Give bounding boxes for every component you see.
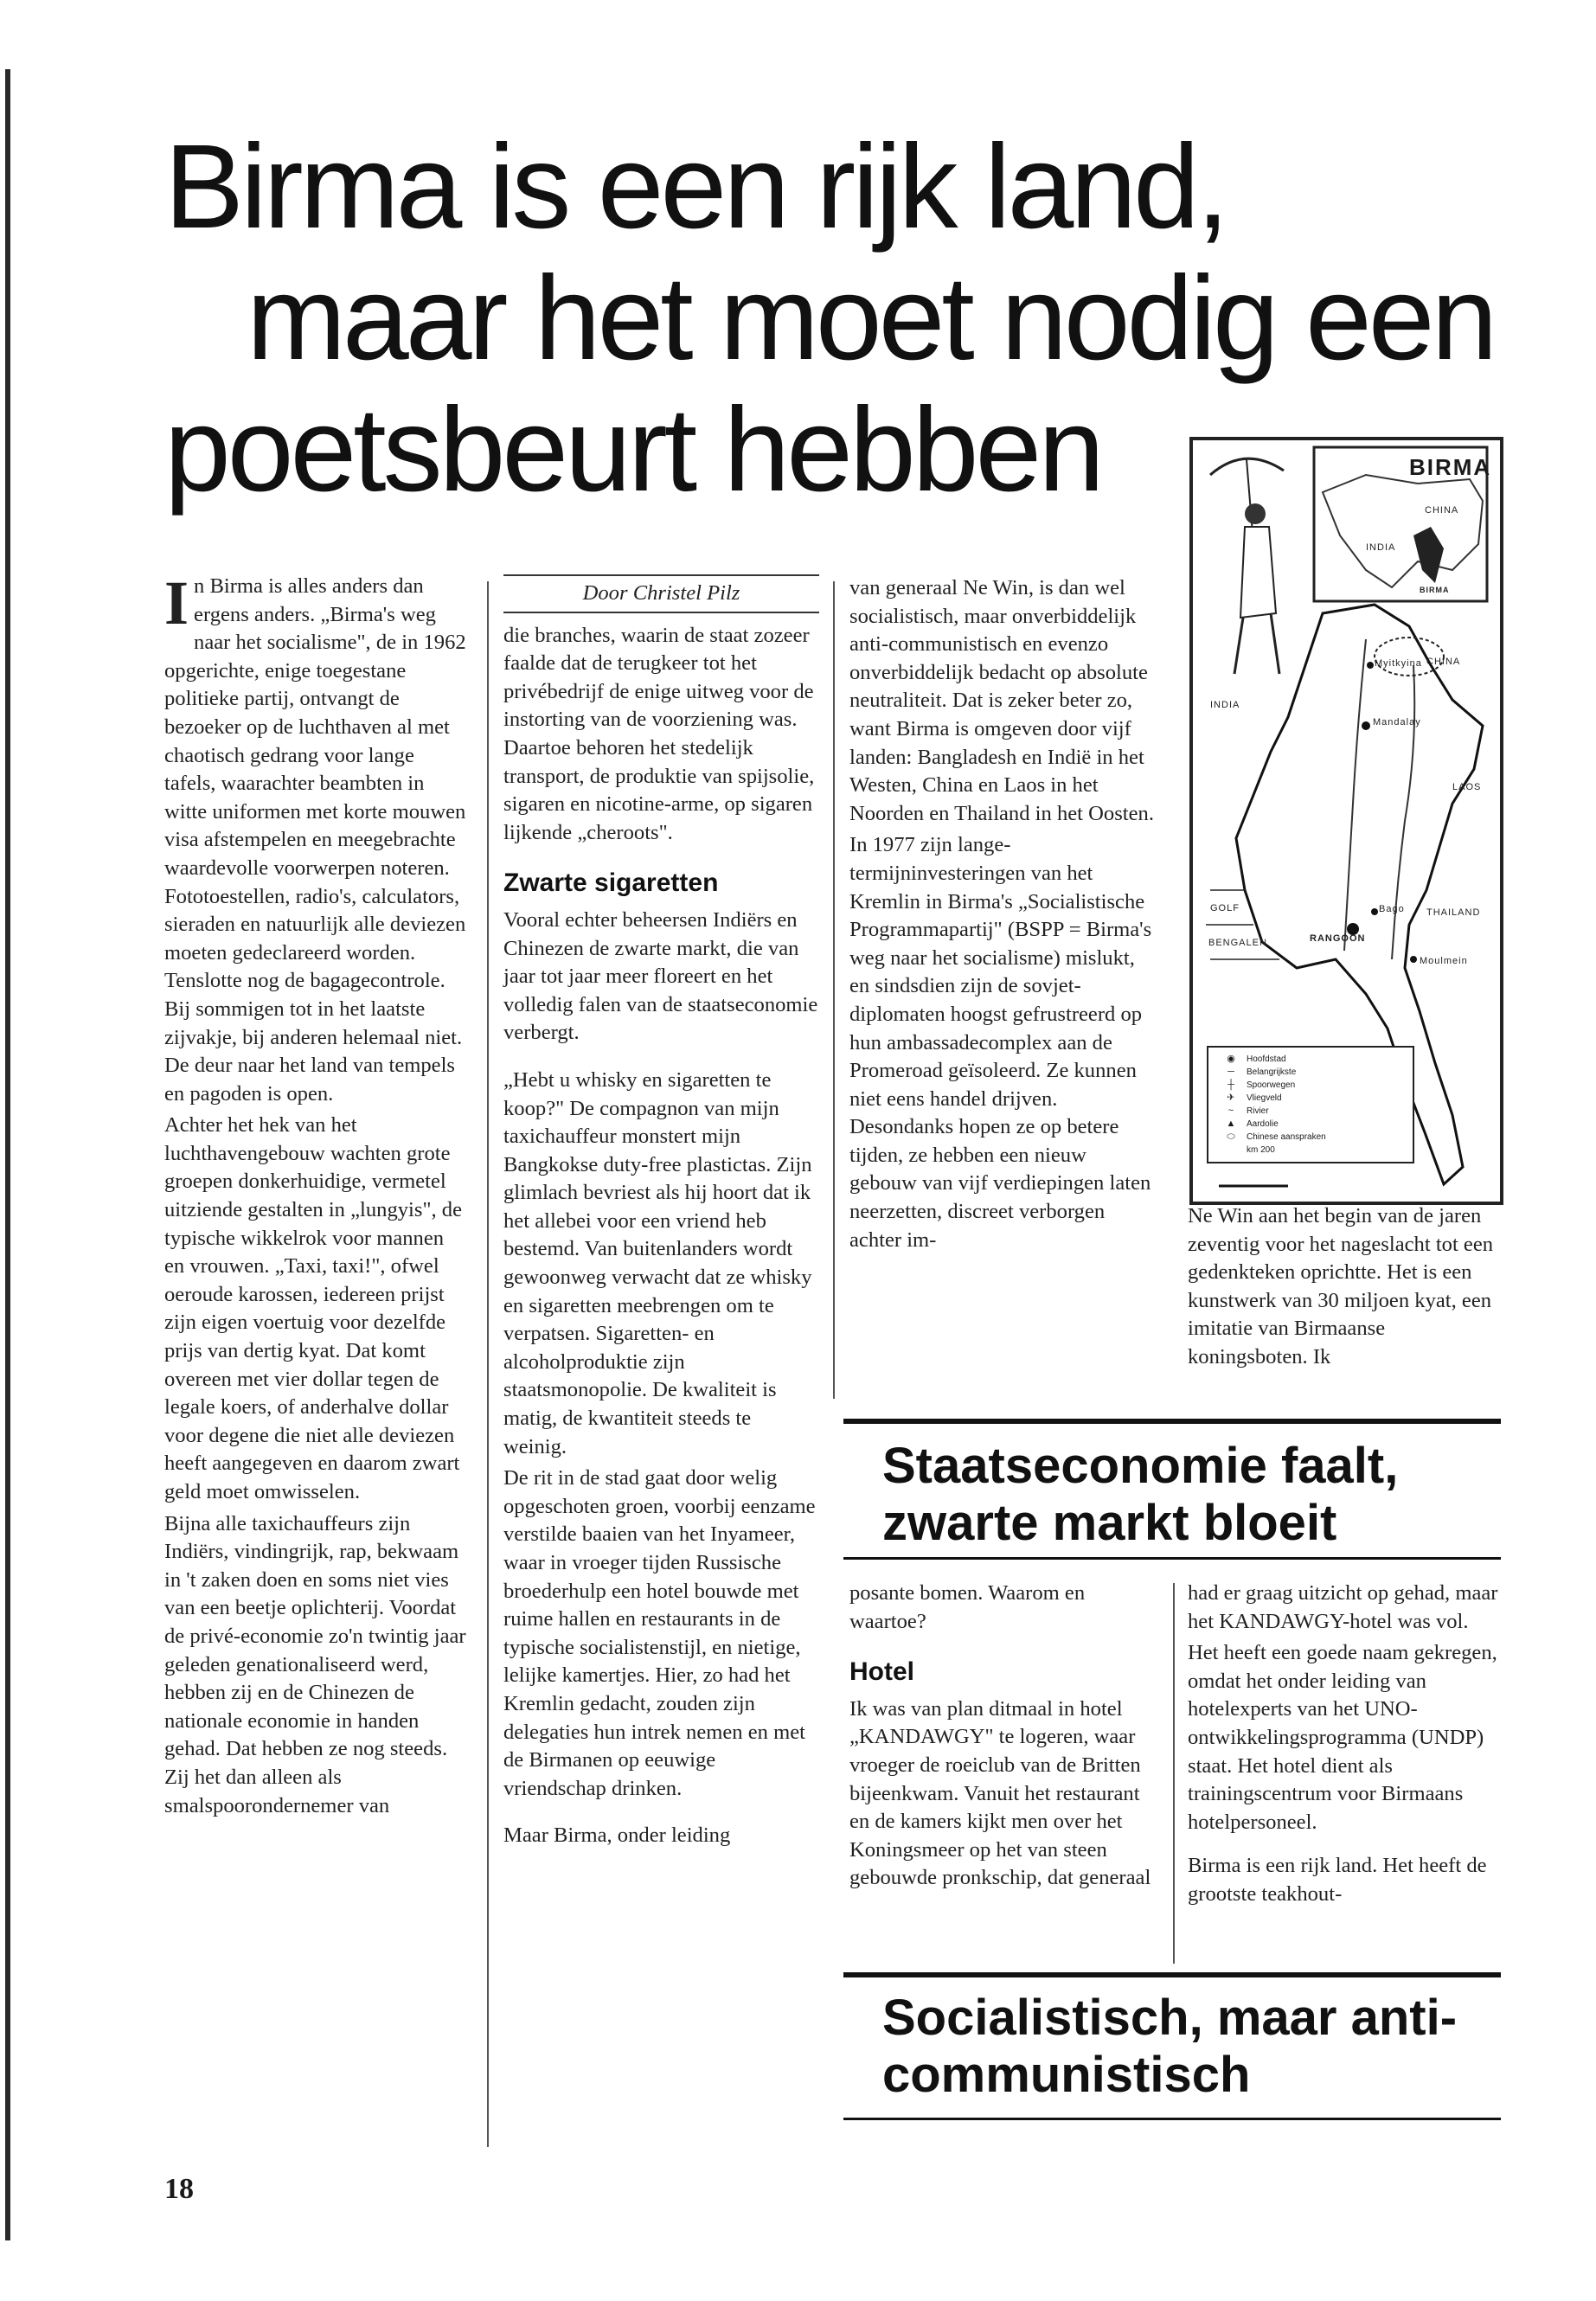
legend-label: Spoorwegen — [1247, 1080, 1296, 1090]
page-number: 18 — [164, 2173, 194, 2205]
legend-label: Belangrijkste — [1247, 1067, 1297, 1077]
article-column-3 — [849, 574, 1157, 1254]
paragraph: Maar Birma, onder leiding — [503, 1823, 731, 1848]
map-scale-label: km 200 — [1247, 1145, 1275, 1155]
map-label-rangoon: RANGOON — [1310, 933, 1366, 944]
paragraph: van generaal Ne Win, is dan wel socialistisch, maar onverbiddelijk anti-communistisch en evenzo onverbiddelijk bedacht op absolute neutraliteit. Dat is zeker beter zo, want Birma is omgeven door vijf landen: Bangladesh en Indië in het Westen, China en Laos in het Noorden en Thailand in het Oosten. — [849, 576, 1154, 825]
paragraph: Het heeft een goede naam gekregen, omdat het onder leiding van hotelexperts van het UNO-ontwikkelingsprogramma (UNDP) staat. Het hotel dient als trainingscentrum voor Birmaans hotelpersoneel. — [1188, 1641, 1497, 1834]
map-label-india: INDIA — [1366, 542, 1396, 553]
article-column-2 — [503, 574, 819, 1850]
legend-row — [1215, 1105, 1406, 1118]
headline-line-2: maar het moet nodig een — [247, 252, 1495, 385]
map-label-china: CHINA — [1425, 505, 1459, 516]
map-label-laos: LAOS — [1452, 782, 1482, 792]
subheading: Hotel — [849, 1657, 914, 1687]
pull-quote-rule — [843, 1419, 1501, 1424]
legend-row — [1215, 1131, 1406, 1144]
map-city-mandalay — [1362, 721, 1370, 730]
headline-line-3: poetsbeurt hebben — [164, 383, 1101, 516]
map-figure-head — [1245, 503, 1266, 524]
legend-symbol: ~ — [1227, 1106, 1234, 1116]
legend-symbol: ◉ — [1227, 1054, 1235, 1064]
paragraph: n Birma is alles anders dan ergens anders. „Birma's weg naar het socialisme", de in 1962 opgerichte, enige toegestane politieke partij, ontvangt de bezoeker op de luchthaven al met chaotisch gedrang voor lange tafels, waarachter beambten in witte uniformen met korte mouwen visa afstempelen en meegebrachte waardevolle voorwerpen noteren. Fototoestellen, radio's, calculators, sieraden en natuurlijk alle deviezen moeten gedeclareerd worden. Tenslotte nog de bagagecontrole. Bij sommigen tot in het laatste zijvakje, bij anderen helemaal niet. De deur naar het land van tempels en pagoden is open. — [164, 574, 466, 1106]
paragraph: Birma is een rijk land. Het heeft de grootste teakhout- — [1188, 1854, 1487, 1906]
paragraph: die branches, waarin de staat zozeer faalde dat de terugkeer tot het privébedrijf de enige uitweg voor de instorting van de voorziening was. Daartoe behoren het stedelijk transport, de produktie van spijsolie, sigaren en nicotine-arme, op sigaren lijkende „cheroots". — [503, 623, 815, 844]
map-label-myitkyina: Myitkyina — [1375, 658, 1422, 669]
paragraph: „Hebt u whisky en sigaretten te koop?" De compagnon van mijn taxichauffeur monstert mijn Bangkokse duty-free plastictas. Zijn glimlach bevriest als hij hoort dat ik het allebei voor een vriend heb bestemd. Van buitenlanders wordt gewoonweg verwacht dat ze whisky en sigaretten meebrengen om te verpatsen. Sigaretten- en alcoholproduktie zijn staatsmonopolie. De kwaliteit is matig, de kwantiteit steeds te weinig. — [503, 1067, 812, 1458]
byline: Door Christel Pilz — [503, 574, 819, 613]
pull-quote-1: Staatseconomie faalt, zwarte markt bloeit — [882, 1438, 1399, 1551]
paragraph: posante bomen. Waarom en waartoe? — [849, 1581, 1086, 1633]
column-rule — [487, 581, 489, 2147]
map-label-china-2: CHINA — [1426, 657, 1461, 667]
map-label-mandalay: Mandalay — [1373, 717, 1421, 727]
map-city-bago — [1371, 908, 1378, 915]
legend-row — [1215, 1066, 1406, 1079]
legend-row — [1215, 1092, 1406, 1105]
article-column-4 — [1188, 1202, 1499, 1372]
map-label-birma-box: BIRMA — [1420, 586, 1450, 594]
legend-symbol: ✈ — [1227, 1093, 1235, 1103]
map-figure-legs — [1234, 613, 1279, 674]
column-rule — [833, 581, 835, 1399]
paragraph: In 1977 zijn lange-termijninvesteringen van het Kremlin in Birma's „Socialistische Programmapartij" (BSPP = Birma's weg naar het socialisme) mislukt, en sindsdien zijn de sovjet-diplomaten hoogst gefrustreerd op hun ambassadecomplex aan de Promeroad geïsoleerd. Ze kunnen niet eens handel drijven. Desondanks hopen ze op betere tijden, ze hebben een nieuw gebouw van vijf verdiepingen laten neerzetten, discreet verborgen achter im- — [849, 833, 1152, 1252]
paragraph: Bijna alle taxichauffeurs zijn Indiërs, vindingrijk, rap, bekwaam in 't zaken doen en soms niet vies van een beetje oplichterij. Voordat de privé-economie zo'n twintig jaar geleden genationaliseerd werd, hebben zij en de Chinezen de nationale economie in handen gehad. Dat hebben ze nog steeds. Zij het dan alleen als smalspoorondernemer van — [164, 1511, 466, 1817]
map-city-moulmein — [1410, 956, 1417, 963]
map-figure-body — [1240, 527, 1276, 618]
legend-symbol: ─ — [1227, 1067, 1234, 1077]
legend-label: Chinese aanspraken — [1247, 1132, 1326, 1142]
map-title: BIRMA — [1409, 454, 1492, 480]
article-column-5 — [849, 1580, 1157, 1893]
map-legend — [1207, 1046, 1414, 1163]
subheading: Zwarte sigaretten — [503, 868, 719, 898]
paragraph: De rit in de stad gaat door welig opgeschoten groen, voorbij eenzame verstilde baaien van het Inyameer, waar in vroeger tijden Russische broederhulp een hotel bouwde met ruime hallen en restaurants in de typische socialistenstijl, en nietige, lelijke kamertjes. Hier, zo had het Kremlin gedacht, zouden zijn delegaties hun intrek nemen en met de Birmanen op eeuwige vriendschap drinken. — [503, 1466, 816, 1800]
column-rule — [1173, 1583, 1175, 1964]
map-label-bago: Bago — [1379, 904, 1405, 914]
legend-row — [1215, 1118, 1406, 1131]
legend-row — [1215, 1144, 1406, 1157]
map-city-myitkyina — [1367, 662, 1374, 669]
map-label-moulmein: Moulmein — [1420, 956, 1468, 966]
legend-symbol: ┼ — [1227, 1080, 1234, 1090]
legend-row — [1215, 1079, 1406, 1092]
paragraph: Vooral echter beheersen Indiërs en Chinezen de zwarte markt, die van jaar tot jaar meer floreert en het volledig falen van de staatseconomie verbergt. — [503, 907, 818, 1045]
article-column-1 — [164, 568, 467, 1820]
article-column-6 — [1188, 1580, 1499, 1909]
map-label-golf: GOLF — [1210, 903, 1240, 913]
legend-label: Aardolie — [1247, 1119, 1279, 1129]
legend-row — [1215, 1053, 1406, 1066]
paragraph: Ik was van plan ditmaal in hotel „KANDAWGY" te logeren, waar vroeger de roeiclub van de Britten bijeenkwam. Vanuit het restaurant en de kamers kijkt men over het Koningsmeer op het van steen gebouwde pronkschip, dat generaal — [849, 1696, 1151, 1890]
map-label-thailand: THAILAND — [1426, 907, 1481, 918]
legend-symbol: ▲ — [1226, 1118, 1236, 1129]
pull-quote-rule — [843, 1557, 1501, 1560]
paragraph: Achter het hek van het luchthavengebouw wachten grote groepen donkerhuidige, vermetel uitziende gestalten in „lungyis", de typische wikkelrok voor mannen en vrouwen. „Taxi, taxi!", ofwel oeroude karossen, iedereen prijst zijn eigen voertuig voor dezelfde prijs van dertig kyat. Dat komt overeen met vier dollar tegen de legale koers, of anderhalve dollar voor degene die niet alle deviezen heeft aangegeven en daarom zwart geld moet omwisselen. — [164, 1113, 463, 1503]
birma-map — [1189, 437, 1503, 1205]
page-edge — [5, 69, 10, 2240]
headline-line-1: Birma is een rijk land, — [164, 120, 1227, 253]
pull-quote-2: Socialistisch, maar anti-communistisch — [882, 1990, 1458, 2103]
paragraph: had er graag uitzicht op gehad, maar het KANDAWGY-hotel was vol. — [1188, 1581, 1498, 1633]
pull-quote-rule — [843, 2118, 1501, 2120]
legend-label: Vliegveld — [1247, 1093, 1282, 1103]
paragraph: Ne Win aan het begin van de jaren zeventig voor het nageslacht tot een gedenkteken oprichtte. Het is een kunstwerk van 30 miljoen kyat, een imitatie van Birmaanse koningsboten. Ik — [1188, 1204, 1494, 1368]
drop-cap: I — [164, 568, 189, 638]
legend-symbol: ⬭ — [1227, 1131, 1235, 1142]
map-label-india-2: INDIA — [1210, 700, 1240, 710]
legend-label: Hoofdstad — [1247, 1054, 1286, 1064]
map-label-bengalen: BENGALEN — [1208, 938, 1267, 948]
pull-quote-rule — [843, 1972, 1501, 1977]
legend-label: Rivier — [1247, 1106, 1269, 1116]
